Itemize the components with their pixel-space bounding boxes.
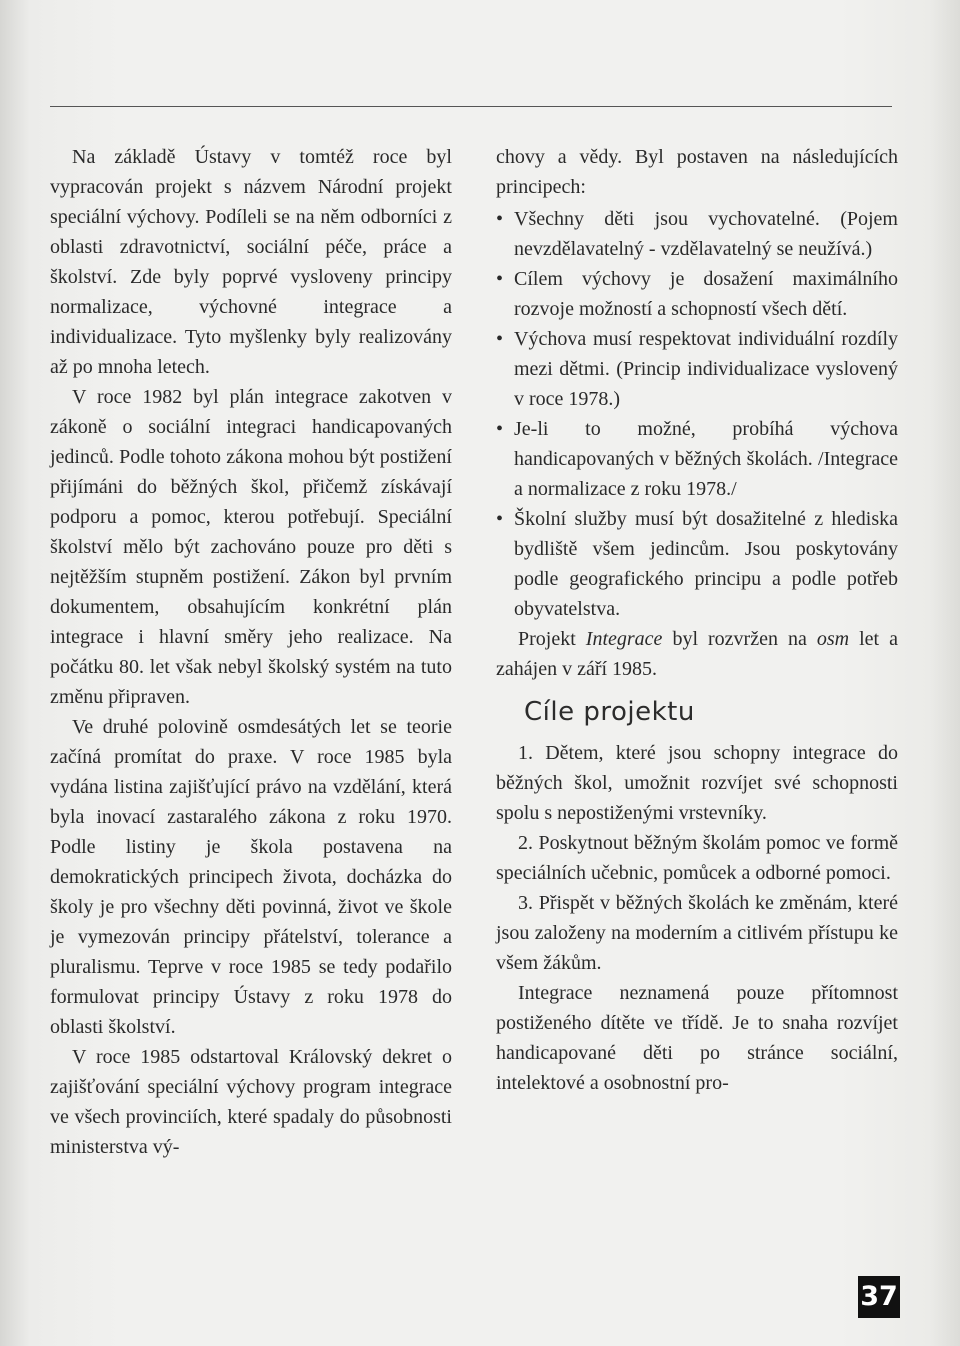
right-column — [496, 142, 898, 1098]
paragraph-continuation: chovy a vědy. Byl postaven na následujících principech: — [496, 146, 898, 198]
paragraph-integration-meaning: Integrace neznamená pouze přítomnost postiženého dítěte ve třídě. Je to snaha rozvíjet handicapované děti po stránce sociální, intelektové a osobnostní pro- — [496, 982, 898, 1094]
paragraph-constitution: Na základě Ústavy v tomtéž roce byl vypracován projekt s názvem Národní projekt speciální výchovy. Podíleli se na něm odborníci z oblasti zdravotnictví, sociální péče, práce a školství. Zde byly poprvé vysloveny principy normalizace, výchovné integrace a individualizace. Tyto myšlenky byly realizovány až po mnoha letech. — [50, 146, 452, 378]
paragraph-project-duration — [496, 624, 898, 684]
section-heading: Cíle projektu — [524, 697, 695, 727]
left-column — [50, 142, 452, 1162]
paragraph-1982-law: V roce 1982 byl plán integrace zakotven v zákoně o sociální integraci handicapovaných jedinců. Podle tohoto zákona mohou být postižení přijímáni do běžných škol, přičemž získávají podporu a pomoc, kterou potřebují. Speciální školství mělo být zachováno pouze pro děti s nejtěžším stupněm postižení. Zákon byl prvním dokumentem, obsahujícím konkrétní plán integrace i hlavní směry jeho realizace. Na počátku 80. let však nebyl školský systém na tuto změnu připraven. — [50, 386, 452, 708]
list-item: • Je-li to možné, probíhá výchova handicapovaných v běžných školách. /Integrace a normalizace z roku 1978./ — [496, 414, 898, 504]
list-item: • Školní služby musí být dosažitelné z hlediska bydliště všem jedincům. Jsou poskytovány podle geografického principu a podle potřeb obyvatelstva. — [496, 504, 898, 624]
goal-3: 3. Přispět v běžných školách ke změnám, které jsou založeny na moderním a citlivém přístupu ke všem žákům. — [496, 892, 898, 974]
paragraph-royal-decree: V roce 1985 odstartoval Královský dekret o zajišťování speciální výchovy program integrace ve všech provinciích, které spadaly do působnosti ministerstva vý- — [50, 1046, 452, 1158]
project-text-mid: byl rozvržen na — [662, 628, 817, 650]
principles-list — [496, 204, 898, 624]
paragraph-late-80s: Ve druhé polovině osmdesátých let se teorie začíná promítat do praxe. V roce 1985 byla vydána listina zajišťující právo na vzdělání, která byla inovací zastaralého zákona z roku 1970. Podle listiny je škola postavena na demokratických principech života, docházka do školy je pro všechny děti povinná, život ve škole je vymezován principy přátelství, tolerance a pluralismu. Teprve v roce 1985 se tedy podařilo formulovat principy Ústavy z roku 1978 do oblasti školství. — [50, 716, 452, 1038]
project-text-post: let a zahájen v září 1985. — [496, 628, 898, 680]
list-item: • Výchova musí respektovat individuální rozdíly mezi dětmi. (Princip individualizace vyslovený v roce 1978.) — [496, 324, 898, 414]
header-rule — [50, 106, 892, 107]
goal-1: 1. Dětem, které jsou schopny integrace do běžných škol, umožnit rozvíjet své schopnosti spolu s nepostiženými vrstevníky. — [496, 742, 898, 824]
project-duration-word: osm — [816, 628, 850, 650]
goal-2: 2. Poskytnout běžným školám pomoc ve formě speciálních učebnic, pomůcek a odborné pomoci. — [496, 832, 898, 884]
list-item: • Cílem výchovy je dosažení maximálního rozvoje možností a schopností všech dětí. — [496, 264, 898, 324]
list-item: • Všechny děti jsou vychovatelné. (Pojem nevzdělavatelný - vzdělavatelný se neužívá.) — [496, 204, 898, 264]
project-text-pre: Projekt — [518, 628, 586, 650]
page-number: 37 — [858, 1276, 900, 1318]
project-name: Integrace — [585, 628, 663, 650]
